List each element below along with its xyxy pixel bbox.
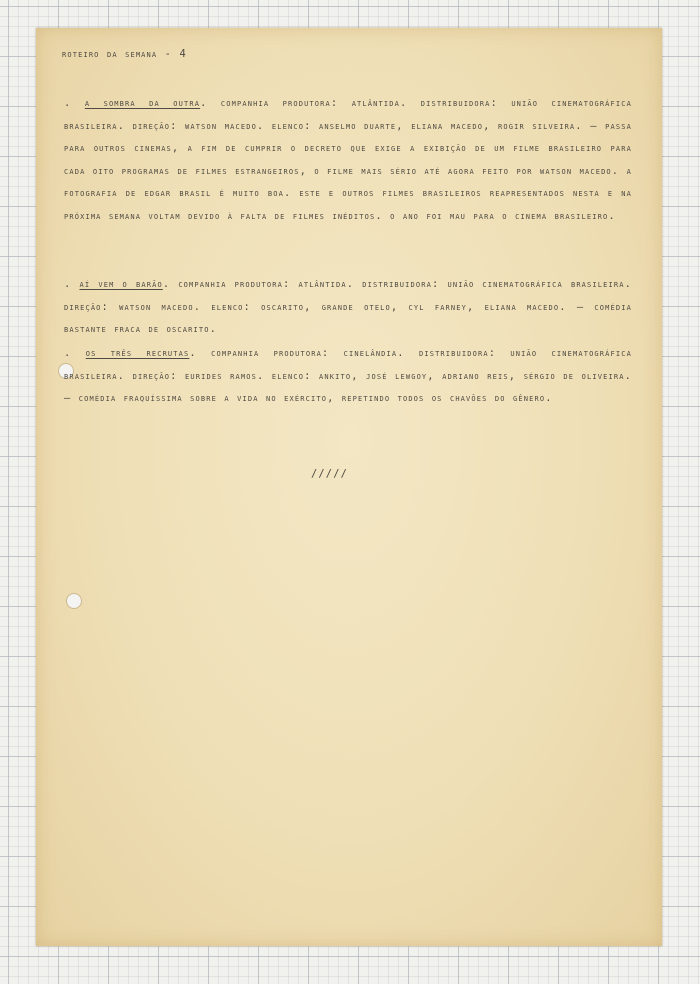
film-title: a sombra da outra [84,97,201,109]
end-marker: ///// [311,468,349,480]
film-entry [64,92,632,227]
film-description: . companhia produtora: atlântida. distribuidora: união cinematográfica brasileira. direção: watson macedo. elenco: oscarito, grande otelo, cyl farney, eliana macedo. — comédia bastante fraca de oscarito. [64,278,633,335]
film-description: . companhia produtora: atlântida. distribuidora: união cinematográfica brasileira. direção: watson macedo. elenco: anselmo duarte, eliana macedo, rogir silveira. — passa para outros cinemas, a fim de cumprir o decreto que exige a exibição de um filme brasileiro para cada oito programas de filmes estrangeiros, o filme mais sério até agora feito por watson macedo. a fotografia de edgar brasil é muito boa. este e outros filmes brasileiros reapresentados nesta e na próxima semana voltam devido à falta de filmes inéditos. o ano foi mau para o cinema brasileiro. [64,97,633,222]
entry-bullet: . [64,347,72,359]
punch-hole [66,593,82,609]
film-entry [64,273,632,341]
film-entry [64,342,632,410]
entry-bullet: . [64,278,72,290]
film-title: os três recrutas [85,347,190,359]
typed-page [36,28,662,946]
entry-bullet: . [64,97,72,109]
film-title: aí vem o barão [79,278,163,290]
film-description: . companhia produtora: cinelândia. distribuidora: união cinematográfica brasileira. direção: eurides ramos. elenco: ankito, josé lewgoy, adriano reis, sérgio de oliveira. — comédia fraquíssima sobre a vida no exército, repetindo todos os chavões do gênero. [64,347,632,404]
page-header: roteiro da semana - 4 [62,48,187,60]
